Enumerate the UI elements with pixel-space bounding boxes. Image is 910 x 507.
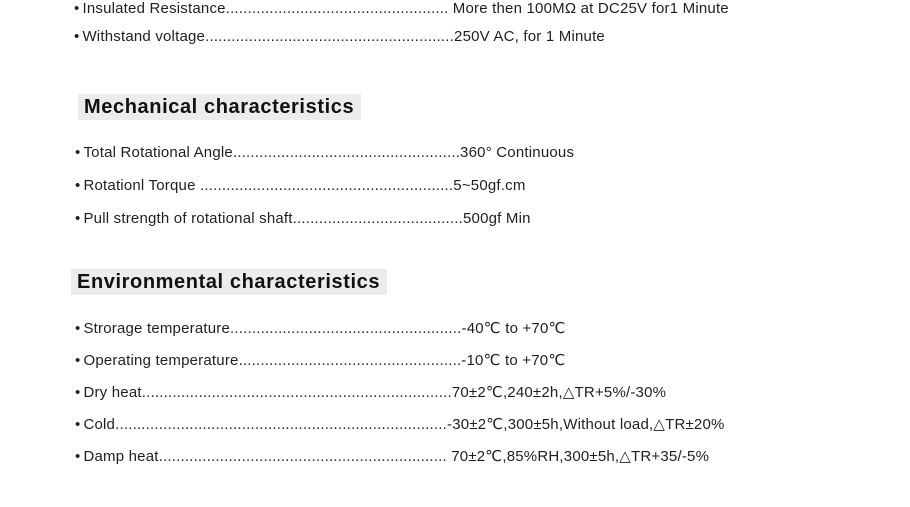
spec-text: Strorage temperature.....................................................-40℃ to +70℃ [83, 320, 566, 337]
bullet: • [75, 177, 81, 194]
bullet: • [75, 384, 81, 401]
spec-insulated-resistance [74, 0, 729, 18]
spec-storage-temperature [75, 320, 566, 338]
spec-text: Operating temperature...................................................-10℃ to +70℃ [83, 352, 566, 369]
section-title-environmental: Environmental characteristics [71, 269, 387, 295]
spec-text: Damp heat.................................................................. 70±2℃,85%RH,300±5h,△TR+35/-5% [83, 448, 710, 465]
spec-rotational-torque [75, 177, 526, 195]
bullet: • [75, 416, 81, 433]
spec-withstand-voltage [74, 28, 605, 46]
bullet: • [75, 210, 81, 227]
spec-cold [75, 416, 725, 434]
spec-pull-strength [75, 210, 531, 228]
section-title-mechanical: Mechanical characteristics [78, 94, 361, 120]
bullet: • [75, 448, 81, 465]
bullet: • [75, 144, 81, 161]
spec-total-rotational-angle [75, 144, 574, 162]
spec-text: Cold............................................................................-30±2℃,300±5h,Without load,△TR±20% [83, 416, 725, 433]
spec-text: Dry heat.......................................................................70±2℃,240±2h,△TR+5%/-30% [83, 384, 667, 401]
bullet: • [75, 320, 81, 337]
spec-dry-heat [75, 384, 666, 402]
spec-text: Pull strength of rotational shaft.......................................500gf Min [83, 210, 531, 227]
spec-text: Total Rotational Angle....................................................360° Continuous [83, 144, 575, 161]
spec-text: Insulated Resistance................................................... More then 100MΩ at DC25V for1 Minute [82, 0, 729, 17]
spec-damp-heat [75, 448, 709, 466]
bullet: • [74, 28, 80, 45]
bullet: • [75, 352, 81, 369]
bullet: • [74, 0, 80, 17]
spec-text: Rotationl Torque ..........................................................5~50gf.cm [83, 177, 526, 194]
spec-text: Withstand voltage.........................................................250V AC, for 1 Minute [82, 28, 605, 45]
spec-operating-temperature [75, 352, 565, 370]
